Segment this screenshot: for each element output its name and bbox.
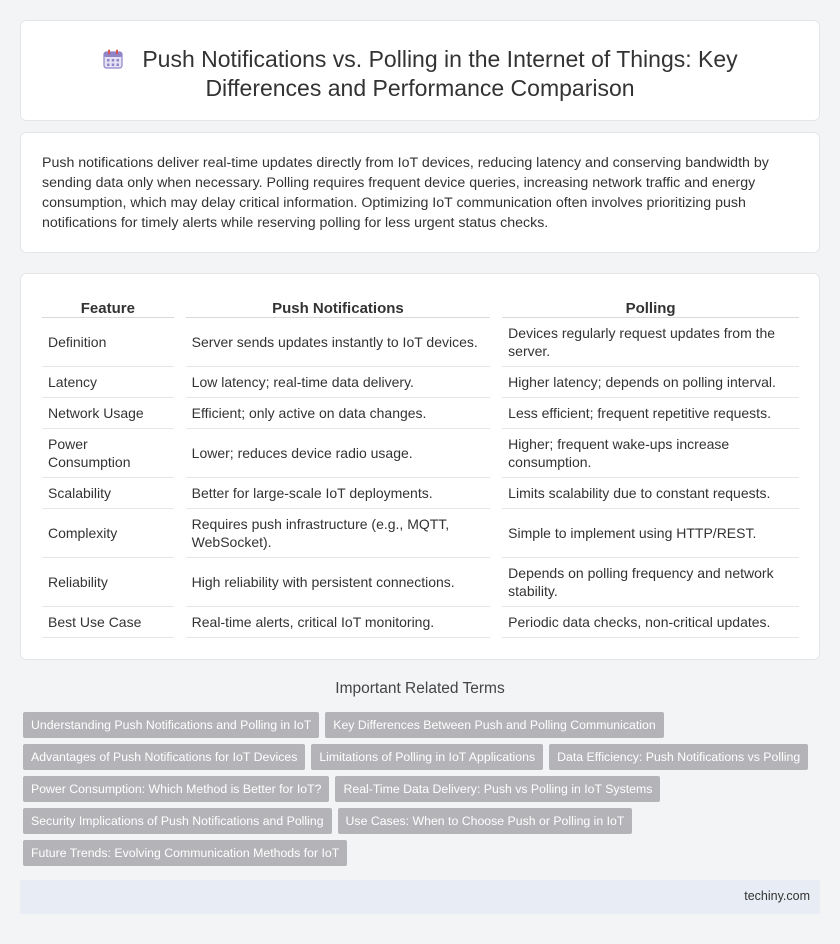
related-term-tag[interactable]: Key Differences Between Push and Polling Communication — [325, 712, 663, 738]
table-row — [42, 367, 799, 398]
table-row — [42, 398, 799, 429]
cell-push: High reliability with persistent connections. — [186, 558, 491, 607]
cell-feature: Complexity — [42, 509, 174, 558]
cell-polling: Less efficient; frequent repetitive requests. — [502, 398, 799, 429]
comparison-table-card — [20, 273, 820, 660]
cell-feature: Best Use Case — [42, 607, 174, 638]
cell-push: Low latency; real-time data delivery. — [186, 367, 491, 398]
related-term-tag[interactable]: Future Trends: Evolving Communication Methods for IoT — [23, 840, 347, 866]
cell-polling: Simple to implement using HTTP/REST. — [502, 509, 799, 558]
table-row — [42, 429, 799, 478]
related-term-tag[interactable]: Real-Time Data Delivery: Push vs Polling in IoT Systems — [335, 776, 660, 802]
cell-feature: Definition — [42, 318, 174, 367]
related-term-tag[interactable]: Security Implications of Push Notifications and Polling — [23, 808, 332, 834]
table-row — [42, 558, 799, 607]
calendar-icon — [102, 48, 124, 70]
related-term-tag[interactable]: Data Efficiency: Push Notifications vs Polling — [549, 744, 808, 770]
header-polling: Polling — [502, 295, 799, 318]
related-term-tag[interactable]: Advantages of Push Notifications for IoT Devices — [23, 744, 305, 770]
cell-feature: Power Consumption — [42, 429, 174, 478]
cell-push: Requires push infrastructure (e.g., MQTT, WebSocket). — [186, 509, 491, 558]
table-row — [42, 318, 799, 367]
footer — [20, 880, 820, 914]
cell-polling: Depends on polling frequency and network stability. — [502, 558, 799, 607]
cell-feature: Reliability — [42, 558, 174, 607]
table-row — [42, 607, 799, 638]
intro-card — [20, 132, 820, 253]
header-feature: Feature — [42, 295, 174, 318]
comparison-table — [42, 295, 799, 638]
cell-push: Real-time alerts, critical IoT monitoring. — [186, 607, 491, 638]
cell-polling: Devices regularly request updates from the server. — [502, 318, 799, 367]
related-term-tag[interactable]: Limitations of Polling in IoT Applications — [311, 744, 543, 770]
cell-push: Better for large-scale IoT deployments. — [186, 478, 491, 509]
site-name[interactable]: techiny.com — [744, 889, 810, 903]
intro-paragraph: Push notifications deliver real-time updates directly from IoT devices, reducing latency and conserving bandwidth by sending data only when necessary. Polling requires frequent device queries, increasing network traffic and energy consumption, which may delay critical information. Optimizing IoT communication often involves prioritizing push notifications for timely alerts while reserving polling for less urgent status checks. — [42, 155, 769, 231]
table-header-row — [42, 295, 799, 318]
cell-polling: Higher latency; depends on polling interval. — [502, 367, 799, 398]
cell-push: Server sends updates instantly to IoT devices. — [186, 318, 491, 367]
cell-push: Efficient; only active on data changes. — [186, 398, 491, 429]
title-line-1: Push Notifications vs. Polling in the Internet of Things: Key — [142, 46, 738, 72]
cell-polling: Periodic data checks, non-critical updates. — [502, 607, 799, 638]
cell-feature: Network Usage — [42, 398, 174, 429]
table-row — [42, 478, 799, 509]
cell-polling: Limits scalability due to constant requests. — [502, 478, 799, 509]
cell-push: Lower; reduces device radio usage. — [186, 429, 491, 478]
title-line-2: Differences and Performance Comparison — [205, 75, 635, 101]
related-terms-heading: Important Related Terms — [335, 680, 505, 697]
related-terms-list — [23, 712, 813, 872]
title-card — [20, 20, 820, 121]
cell-feature: Scalability — [42, 478, 174, 509]
page-title — [21, 45, 819, 103]
related-term-tag[interactable]: Understanding Push Notifications and Polling in IoT — [23, 712, 319, 738]
cell-feature: Latency — [42, 367, 174, 398]
table-row — [42, 509, 799, 558]
cell-polling: Higher; frequent wake-ups increase consumption. — [502, 429, 799, 478]
header-push: Push Notifications — [186, 295, 491, 318]
related-term-tag[interactable]: Use Cases: When to Choose Push or Polling in IoT — [338, 808, 633, 834]
related-term-tag[interactable]: Power Consumption: Which Method is Better for IoT? — [23, 776, 329, 802]
